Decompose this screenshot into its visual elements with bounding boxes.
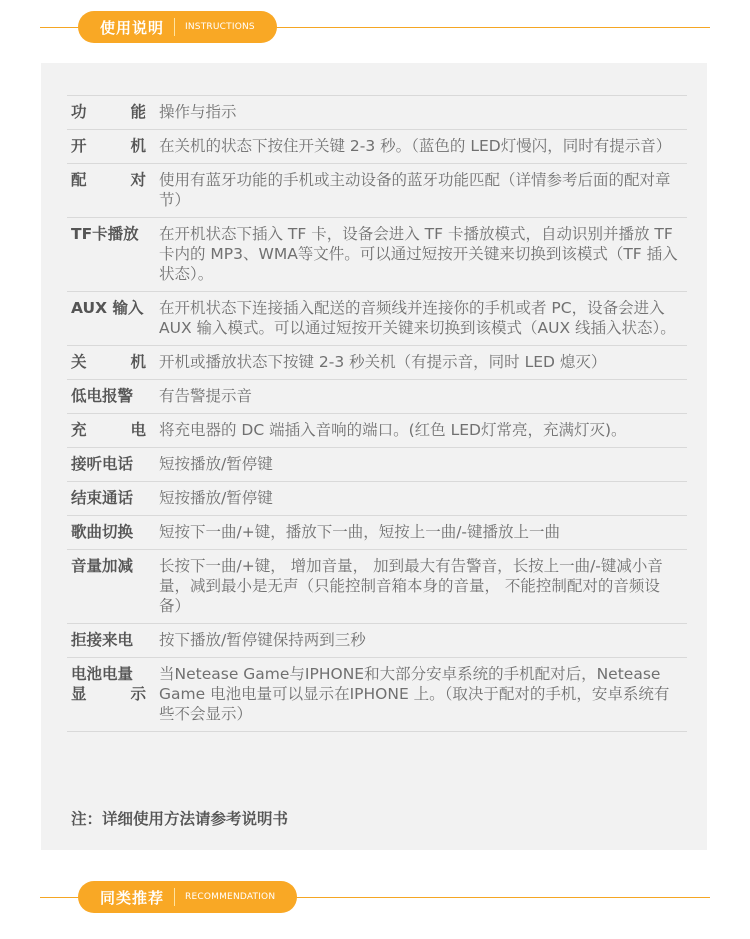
row-key: 功 能 <box>67 96 159 130</box>
row-value: 在开机状态下连接插入配送的音频线并连接你的手机或者 PC，设备会进入 AUX 输入模式。可以通过短按开关键来切换到该模式（AUX 线插入状态）。 <box>159 292 687 346</box>
instructions-header <box>0 11 750 45</box>
row-value: 按下播放/暂停键保持两到三秒 <box>159 624 687 658</box>
row-key: 歌曲切换 <box>67 516 159 550</box>
instructions-title: 使用说明 <box>100 18 165 37</box>
row-key: 开 机 <box>67 130 159 164</box>
row-key: 关 机 <box>67 346 159 380</box>
table-row <box>67 346 687 380</box>
row-value: 操作与指示 <box>159 96 687 130</box>
table-row <box>67 130 687 164</box>
row-value: 将充电器的 DC 端插入音响的端口。(红色 LED灯常亮，充满灯灭)。 <box>159 414 687 448</box>
table-row <box>67 218 687 292</box>
table-row <box>67 292 687 346</box>
table-row <box>67 448 687 482</box>
pill-separator <box>174 888 175 906</box>
row-value: 在开机状态下插入 TF 卡，设备会进入 TF 卡播放模式，自动识别并播放 TF 卡内的 MP3、WMA等文件。可以通过短按开关键来切换到该模式（TF 插入状态）。 <box>159 218 687 292</box>
instructions-subtitle: INSTRUCTIONS <box>185 22 255 32</box>
table-row <box>67 96 687 130</box>
instructions-table <box>67 95 687 732</box>
row-key: 电池电量 显 示 <box>67 658 159 732</box>
table-row <box>67 550 687 624</box>
recommendation-pill <box>78 881 297 913</box>
row-key: 音量加减 <box>67 550 159 624</box>
footnote: 注：详细使用方法请参考说明书 <box>71 810 289 828</box>
row-key: 接听电话 <box>67 448 159 482</box>
row-key: 配 对 <box>67 164 159 218</box>
row-key: 低电报警 <box>67 380 159 414</box>
recommendation-header <box>0 881 750 915</box>
instructions-pill <box>78 11 277 43</box>
pill-separator <box>174 18 175 36</box>
row-key: AUX 输入 <box>67 292 159 346</box>
table-row <box>67 624 687 658</box>
row-value: 短按播放/暂停键 <box>159 482 687 516</box>
table-row <box>67 482 687 516</box>
row-value: 开机或播放状态下按键 2-3 秒关机（有提示音，同时 LED 熄灭） <box>159 346 687 380</box>
recommendation-title: 同类推荐 <box>100 888 165 907</box>
row-value: 当Netease Game与IPHONE和大部分安卓系统的手机配对后，Netease Game 电池电量可以显示在IPHONE 上。（取决于配对的手机，安卓系统有些不会显示） <box>159 658 687 732</box>
row-value: 长按下一曲/+键， 增加音量， 加到最大有告警音，长按上一曲/-键减小音量，减到最小是无声（只能控制音箱本身的音量， 不能控制配对的音频设备） <box>159 550 687 624</box>
table-row <box>67 380 687 414</box>
row-value: 短按播放/暂停键 <box>159 448 687 482</box>
row-key: TF卡播放 <box>67 218 159 292</box>
row-value: 短按下一曲/+键，播放下一曲，短按上一曲/-键播放上一曲 <box>159 516 687 550</box>
row-value: 在关机的状态下按住开关键 2-3 秒。（蓝色的 LED灯慢闪，同时有提示音） <box>159 130 687 164</box>
row-key: 结束通话 <box>67 482 159 516</box>
table-row <box>67 414 687 448</box>
row-key: 拒接来电 <box>67 624 159 658</box>
row-key: 充 电 <box>67 414 159 448</box>
row-value: 使用有蓝牙功能的手机或主动设备的蓝牙功能匹配（详情参考后面的配对章节） <box>159 164 687 218</box>
recommendation-subtitle: RECOMMENDATION <box>185 892 276 902</box>
table-row <box>67 658 687 732</box>
table-row <box>67 516 687 550</box>
row-value: 有告警提示音 <box>159 380 687 414</box>
table-row <box>67 164 687 218</box>
instructions-panel <box>41 63 707 850</box>
